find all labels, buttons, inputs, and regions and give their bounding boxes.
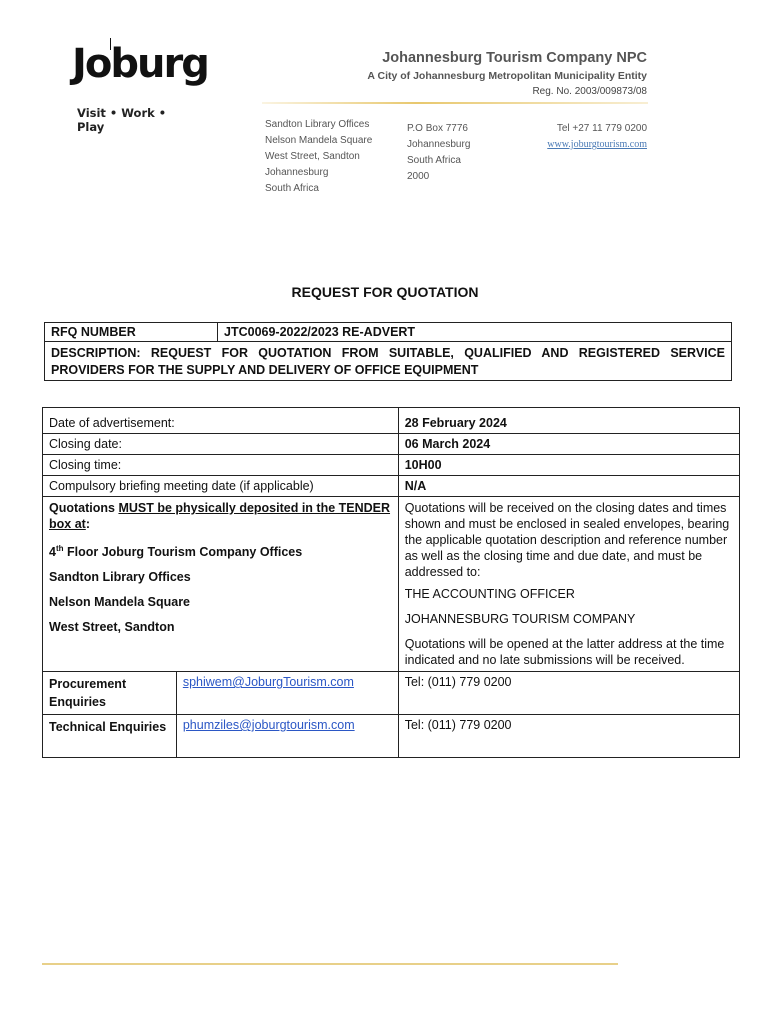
detail-label: Closing time: — [43, 455, 399, 476]
website-link[interactable]: www.joburgtourism.com — [547, 139, 647, 150]
rfq-description: DESCRIPTION: REQUEST FOR QUOTATION FROM SUITABLE, QUALIFIED AND REGISTERED SERVICE PROVIDERS FOR THE SUPPLY AND DELIVERY OF OFFICE EQUIPMENT — [45, 342, 732, 381]
detail-value: N/A — [398, 476, 739, 497]
physical-address — [265, 117, 372, 197]
details-table — [42, 407, 740, 758]
addressee-line: JOHANNESBURG TOURISM COMPANY — [404, 612, 636, 626]
physical-address-line: Johannesburg — [265, 167, 329, 178]
enquiry-telephone: Tel: (011) 779 0200 — [398, 715, 739, 758]
contact-block — [547, 121, 647, 153]
deposit-intro-prefix: Quotations — [49, 501, 119, 515]
enquiry-label: Technical Enquiries — [43, 715, 177, 758]
postal-address-line: 2000 — [407, 171, 430, 182]
postal-address-line: P.O Box 7776 — [407, 123, 468, 134]
document-title: REQUEST FOR QUOTATION — [291, 284, 479, 300]
detail-value: 10H00 — [398, 455, 739, 476]
company-logo — [72, 41, 208, 134]
postal-address-line: South Africa — [407, 155, 461, 166]
deposit-floor — [49, 541, 392, 560]
table-row — [43, 408, 740, 434]
footer-divider — [42, 963, 618, 965]
physical-address-line: South Africa — [265, 183, 319, 194]
deposit-intro — [49, 500, 392, 532]
enquiry-label: Procurement Enquiries — [43, 672, 177, 715]
detail-label: Compulsory briefing meeting date (if applicable) — [43, 476, 399, 497]
company-name: Johannesburg Tourism Company NPC — [382, 50, 647, 66]
rfq-number-label: RFQ NUMBER — [45, 323, 218, 342]
addressee-line: THE ACCOUNTING OFFICER — [404, 587, 575, 601]
submission-instructions-cell — [398, 497, 739, 672]
company-entity: A City of Johannesburg Metropolitan Municipality Entity — [367, 70, 647, 82]
opening-note: Quotations will be opened at the latter address at the time indicated and no late submissions will be received. — [404, 637, 725, 667]
table-row — [43, 672, 740, 715]
header-telephone: Tel +27 11 779 0200 — [556, 123, 647, 134]
rfq-table — [44, 322, 732, 381]
table-row — [43, 715, 740, 758]
deposit-intro-suffix: : — [85, 517, 90, 531]
company-reg-no: Reg. No. 2003/009873/08 — [532, 86, 647, 97]
detail-value: 06 March 2024 — [398, 434, 739, 455]
logo-tagline: Visit • Work • Play — [77, 106, 167, 134]
enquiry-telephone: Tel: (011) 779 0200 — [398, 672, 739, 715]
logo-wordmark: Joburg — [72, 41, 208, 87]
submission-instructions: Quotations will be received on the closing dates and times shown and must be enclosed in sealed envelopes, bearing the applicable quotation description and reference number as well as the closing time and due date, and must be addressed to: — [404, 501, 730, 579]
detail-label: Date of advertisement: — [43, 408, 399, 434]
detail-value: 28 February 2024 — [398, 408, 739, 434]
table-row — [43, 434, 740, 455]
procurement-email-link[interactable]: sphiwem@JoburgTourism.com — [182, 675, 354, 689]
deposit-line: Nelson Mandela Square — [49, 595, 191, 610]
deposit-address-cell — [43, 497, 399, 672]
table-row — [43, 455, 740, 476]
floor-ordinal: th — [55, 544, 64, 553]
technical-email-link[interactable]: phumziles@joburgtourism.com — [182, 718, 355, 732]
physical-address-line: West Street, Sandton — [265, 151, 360, 162]
postal-address — [407, 121, 470, 185]
physical-address-line: Nelson Mandela Square — [265, 135, 373, 146]
table-row — [43, 476, 740, 497]
deposit-line: Sandton Library Offices — [49, 570, 191, 585]
physical-address-line: Sandton Library Offices — [265, 119, 370, 130]
postal-address-line: Johannesburg — [407, 139, 471, 150]
floor-number: 4 — [49, 545, 56, 560]
floor-text: Floor Joburg Tourism Company Offices — [63, 545, 303, 560]
rfq-number-value: JTC0069-2022/2023 RE-ADVERT — [218, 323, 732, 342]
deposit-line: West Street, Sandton — [49, 620, 175, 635]
detail-label: Closing date: — [43, 434, 399, 455]
deposit-intro-emphasis: MUST be physically deposited in the TENDER box at — [49, 501, 391, 531]
table-row — [43, 497, 740, 672]
header-divider — [262, 102, 648, 104]
